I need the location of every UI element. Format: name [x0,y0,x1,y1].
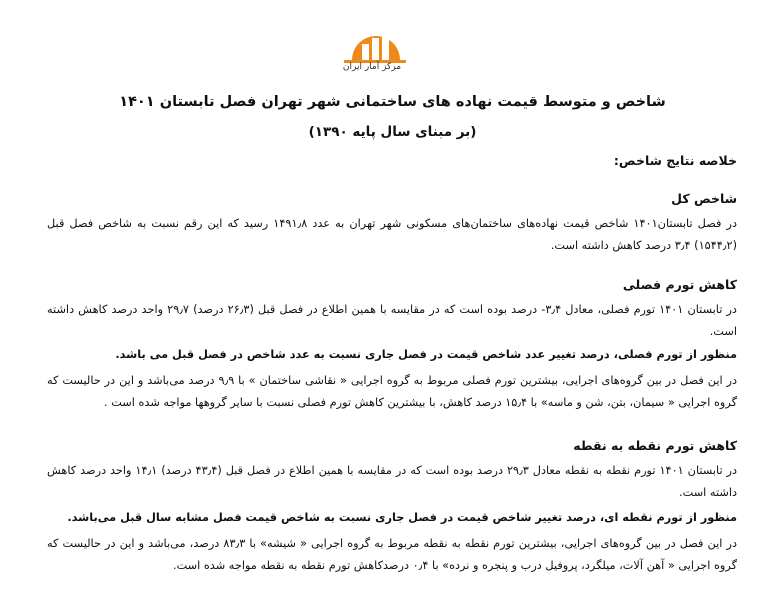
summary-heading: خلاصه نتایج شاخص: [613,153,737,168]
point-heading: کاهش تورم نقطه به نقطه [573,438,737,453]
overall-heading: شاخص کل [671,191,737,206]
page-title: شاخص و متوسط قیمت نهاده های ساختمانی شهر تهران فصل تابستان ۱۴۰۱ [119,94,666,110]
point-note: منظور از تورم نقطه ای، درصد تغییر شاخص قیمت در فصل جاری نسبت به شاخص قیمت فصل مشابه سال قبل می‌باشد. [67,511,737,524]
overall-text: در فصل تابستان۱۴۰۱ شاخص قیمت نهاده‌های ساختمان‌های مسکونی شهر تهران به عدد ۱۴۹۱٫۸ رسید که این رقم نسبت به شاخص فصل قبل (۱۵۴۴٫۲) ۳٫۴ درصد کاهش داشته است. [47,217,737,252]
page-subtitle: (بر مبنای سال پایه ۱۳۹۰) [308,124,477,140]
seasonal-note: منظور از تورم فصلی، درصد تغییر عدد شاخص قیمت در فصل جاری نسبت به عدد شاخص در فصل قبل می باشد. [115,348,737,361]
seasonal-text: در تابستان ۱۴۰۱ تورم فصلی، معادل ۳٫۴- درصد بوده است که در مقایسه با همین اطلاع در فصل قبل (۲۶٫۳ درصد) ۲۹٫۷ واحد درصد کاهش داشته است. [47,303,737,338]
logo-caption: مرکز آمار ایران [342,62,402,72]
seasonal-detail: در این فصل در بین گروه‌های اجرایی، بیشترین تورم فصلی مربوط به گروه اجرایی « نقاشی ساختمان » با ۹٫۹ درصد می‌باشد و این در حالیست که گروه اجرایی « سیمان، بتن، شن و ماسه» با ۱۵٫۴ درصد کاهش، با بیشترین کاهش تورم فصلی نسبت با سایر گروهها مواجه شده است . [47,374,737,409]
point-detail: در این فصل در بین گروه‌های اجرایی، بیشترین تورم نقطه به نقطه مربوط به گروه اجرایی « شیشه» با ۸۳٫۳ درصد، می‌باشد و این در حالیست که گروه اجرایی « آهن آلات، میلگرد، پروفیل درب و پنجره و نرده» با ۰٫۴ درصدکاهش تورم نقطه به نقطه مواجه شده است. [47,537,738,572]
seasonal-heading: کاهش تورم فصلی [622,277,737,292]
point-text: در تابستان ۱۴۰۱ تورم نقطه به نقطه معادل ۲۹٫۳ درصد بوده است که در مقایسه با همین اطلاع در فصل قبل (۴۳٫۴ درصد) ۱۴٫۱ واحد درصد کاهش داشته است. [47,464,737,499]
